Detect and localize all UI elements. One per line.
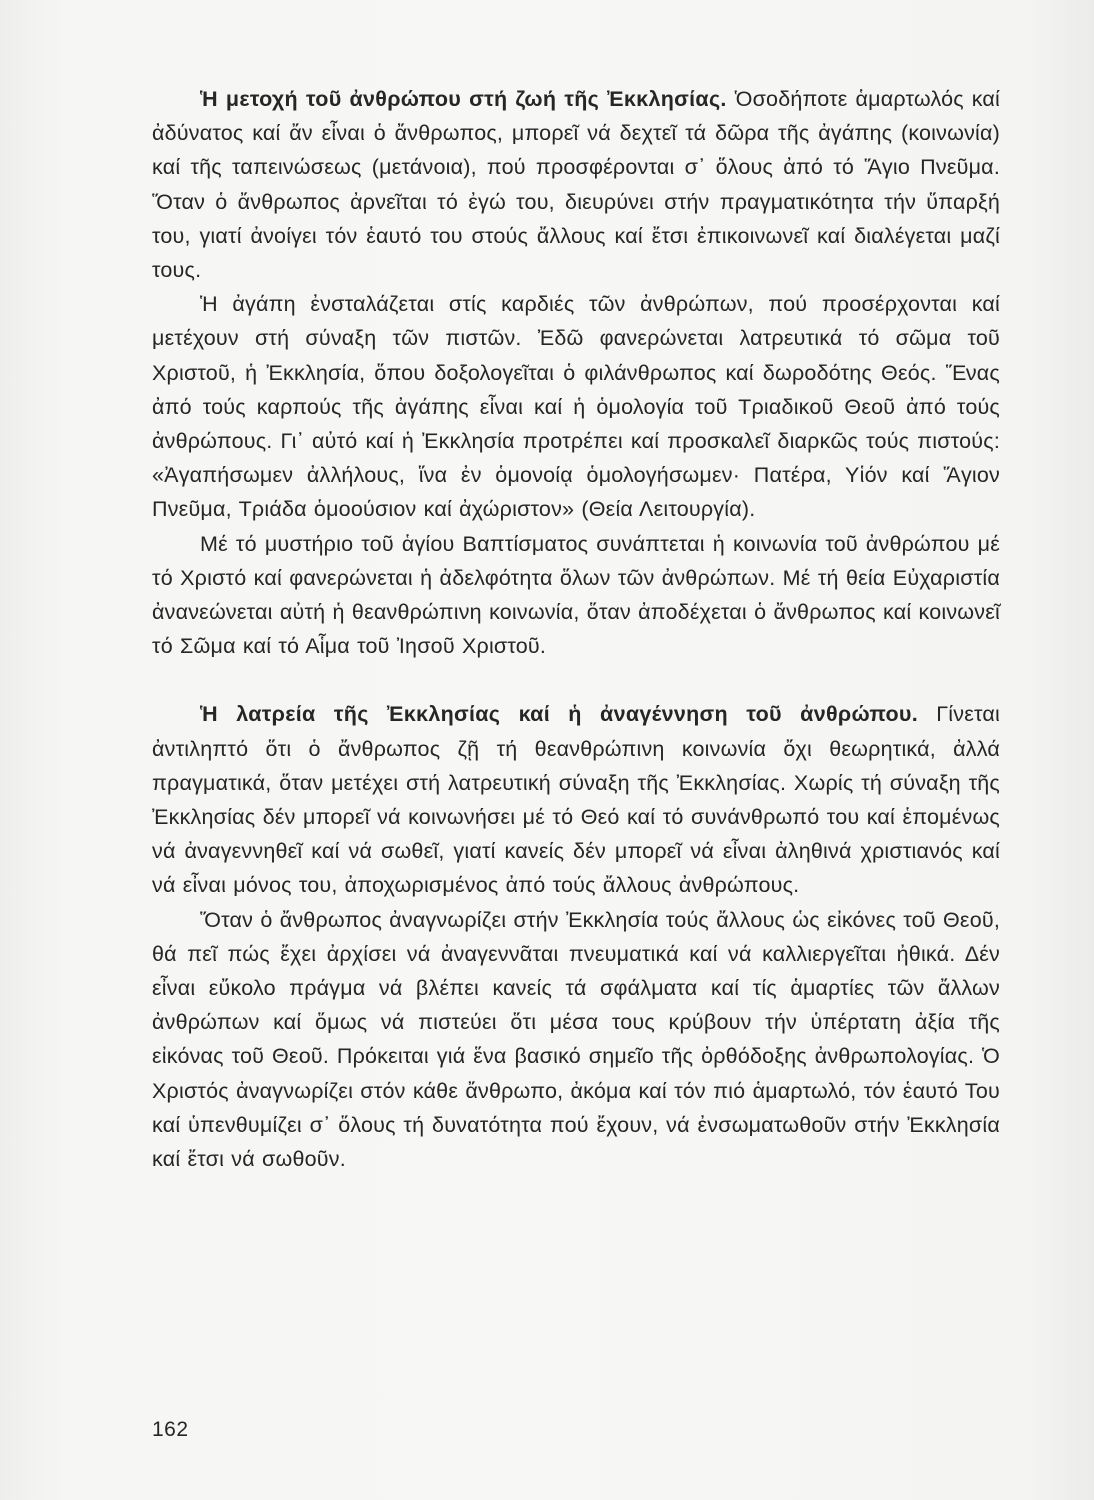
section-gap xyxy=(152,663,1000,697)
text-column xyxy=(152,82,1000,1176)
section2-paragraph-2: Ὅταν ὁ ἄνθρωπος ἀναγνωρίζει στήν Ἐκκλησία τούς ἄλλους ὡς εἰκόνες τοῦ Θεοῦ, θά πεῖ πώς ἔχει ἀρχίσει νά ἀναγεννᾶται πνευματικά καί νά καλλιεργεῖται ἠθικά. Δέν εἶναι εὔκολο πράγμα νά βλέπει κανείς τά σφάλματα καί τίς ἁμαρτίες τῶν ἄλλων ἀνθρώπων καί ὅμως νά πιστεύει ὅτι μέσα τους κρύβουν τήν ὑπέρτατη ἀξία τῆς εἰκόνας τοῦ Θεοῦ. Πρόκειται γιά ἕνα βασικό σημεῖο τῆς ὀρθόδοξης ἀνθρωπολογίας. Ὁ Χριστός ἀναγνωρίζει στόν κάθε ἄνθρωπο, ἀκόμα καί τόν πιό ἁμαρτωλό, τόν ἑαυτό Του καί ὑπενθυμίζει σ᾿ ὅλους τή δυνατότητα πού ἔχουν, νά ἐνσωματωθοῦν στήν Ἐκκλησία καί ἔτσι νά σωθοῦν. xyxy=(152,907,1000,1172)
section1-paragraph-1-text: Ὁσοδήποτε ἁμαρτωλός καί ἀδύνατος καί ἄν εἶναι ὁ ἄνθρωπος, μπορεῖ νά δεχτεῖ τά δῶρα τῆς ἀγάπης (κοινωνία) καί τῆς ταπεινώσεως (μετάνοια), πού προσφέρονται σ᾿ ὅλους ἀπό τό Ἅγιο Πνεῦμα. Ὅταν ὁ ἄνθρωπος ἀρνεῖται τό ἐγώ του, διευρύνει στήν πραγματικότητα τήν ὕπαρξή του, γιατί ἀνοίγει τόν ἑαυτό του στούς ἄλλους καί ἔτσι ἐπικοινωνεῖ καί διαλέγεται μαζί τους. xyxy=(152,87,1000,283)
section2-paragraph-1-text: Γίνεται ἀντιληπτό ὅτι ὁ ἄνθρωπος ζῇ τή θεανθρώπινη κοινωνία ὄχι θεωρητικά, ἀλλά πραγματικά, ὅταν μετέχει στή λατρευτική σύναξη τῆς Ἐκκλησίας. Χωρίς τή σύναξη τῆς Ἐκκλησίας δέν μπορεῖ νά κοινωνήσει μέ τό Θεό καί τό συνάνθρωπό του καί ἑπομένως νά ἀναγεννηθεῖ καί νά σωθεῖ, γιατί κανείς δέν μπορεῖ νά εἶναι ἀληθινά χριστιανός καί νά εἶναι μόνος του, ἀποχωρισμένος ἀπό τούς ἄλλους ἀνθρώπους. xyxy=(152,702,1001,898)
section1-heading: Ἡ μετοχή τοῦ ἀνθρώπου στή ζωή τῆς Ἐκκλησίας. xyxy=(200,87,727,111)
section1-paragraph-3: Μέ τό μυστήριο τοῦ ἁγίου Βαπτίσματος συνάπτεται ἡ κοινωνία τοῦ ἀνθρώπου μέ τό Χριστό καί φανερώνεται ἡ ἀδελφότητα ὅλων τῶν ἀνθρώπων. Μέ τή θεία Εὐχαριστία ἀνανεώνεται αὐτή ἡ θεανθρώπινη κοινωνία, ὅταν ἀποδέχεται ὁ ἄνθρωπος καί κοινωνεῖ τό Σῶμα καί τό Αἷμα τοῦ Ἰησοῦ Χριστοῦ. xyxy=(152,531,1000,659)
section1-paragraph-2: Ἡ ἀγάπη ἐνσταλάζεται στίς καρδιές τῶν ἀνθρώπων, πού προσέρχονται καί μετέχουν στή σύναξη τῶν πιστῶν. Ἐδῶ φανερώνεται λατρευτικά τό σῶμα τοῦ Χριστοῦ, ἡ Ἐκκλησία, ὅπου δοξολογεῖται ὁ φιλάνθρωπος καί δωροδότης Θεός. Ἕνας ἀπό τούς καρπούς τῆς ἀγάπης εἶναι καί ἡ ὁμολογία τοῦ Τριαδικοῦ Θεοῦ ἀπό τούς ἀνθρώπους. Γι᾿ αὐτό καί ἡ Ἐκκλησία προτρέπει καί προσκαλεῖ διαρκῶς τούς πιστούς: «Ἀγαπήσωμεν ἀλλήλους, ἵνα ἐν ὁμονοίᾳ ὁμολογήσωμεν· Πατέρα, Υἱόν καί Ἅγιον Πνεῦμα, Τριάδα ὁμοούσιον καί ἀχώριστον» (Θεία Λειτουργία). xyxy=(152,292,1000,522)
section2-paragraph-1 xyxy=(152,697,1000,902)
page-number: 162 xyxy=(152,1418,189,1441)
section2-heading: Ἡ λατρεία τῆς Ἐκκλησίας καί ἡ ἀναγέννηση τοῦ ἀνθρώπου. xyxy=(200,702,919,727)
section1-paragraph-1 xyxy=(152,82,1000,287)
